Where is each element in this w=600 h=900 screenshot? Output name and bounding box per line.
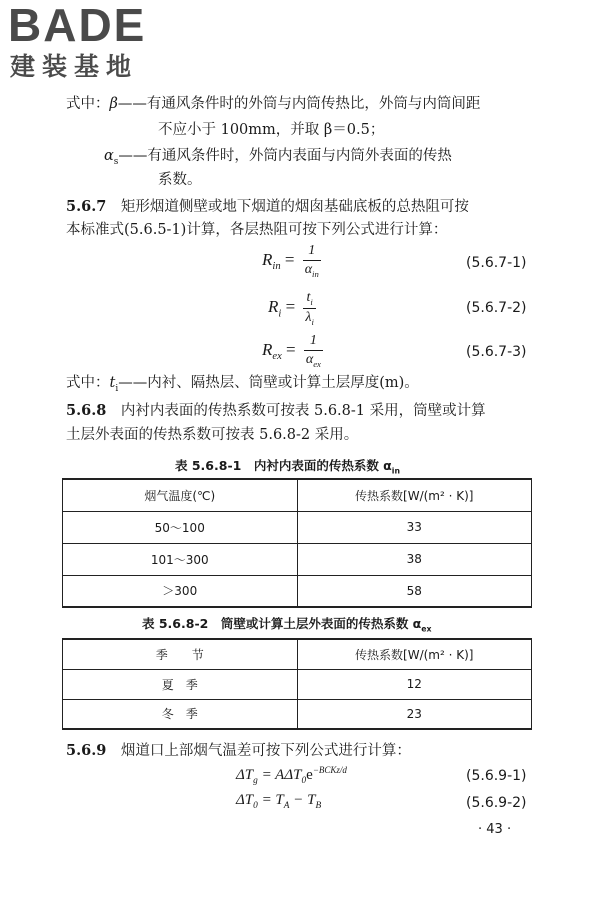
page-number: · 43 · xyxy=(478,822,512,837)
equation-5-6-7-3: $R_{ex}$ = $\frac{1}{\alpha_{ex}}$ xyxy=(262,333,321,369)
section-5-6-8-line2: 土层外表面的传热系数可按表 5.6.8-2 采用。 xyxy=(66,427,359,443)
table-header: 传热系数[W/(m² · K)] xyxy=(297,479,532,511)
table-header-row xyxy=(63,479,532,511)
table-row: 101～300 38 xyxy=(63,543,532,575)
alpha-symbol: α xyxy=(104,148,114,164)
beta-desc-1: ——有通风条件时的外筒与内筒传热比，外筒与内筒间距 xyxy=(117,96,481,112)
beta-symbol: β xyxy=(109,96,118,112)
table-row: 50～100 33 xyxy=(63,511,532,543)
fraction: $\frac{1}{\alpha_{ex}}$ xyxy=(305,333,321,369)
section-number: 5.6.8 xyxy=(66,402,107,419)
ti-symbol: t xyxy=(109,375,116,391)
section-5-6-7-line1: 5.6.7 矩形烟道侧壁或地下烟道的烟囱基础底板的总热阻可按 xyxy=(66,198,469,215)
table-row: 夏 季 12 xyxy=(63,669,532,699)
equation-5-6-7-2: $R_i$ = $\frac{t_i}{\lambda_i}$ xyxy=(268,290,314,327)
where-beta-line1 xyxy=(66,96,480,113)
logo-text: BADE xyxy=(8,0,147,51)
equation-number: (5.6.9-2) xyxy=(466,795,527,811)
alpha-desc-2: 系数。 xyxy=(158,172,202,188)
beta-desc-2: 不应小于 100mm，并取 β＝0.5； xyxy=(158,122,385,138)
where-prefix: 式中： xyxy=(66,96,110,112)
equation-number: (5.6.7-3) xyxy=(466,344,527,360)
section-5-6-9-line1: 5.6.9 烟道口上部烟气温差可按下列公式进行计算： xyxy=(66,742,411,759)
equation-5-6-9-1: $\Delta T_g = A\Delta T_0e^{-BCKz/d}$ xyxy=(236,765,347,786)
table-header-row xyxy=(63,639,532,669)
table1-caption: 表 5.6.8-1 内衬内表面的传热系数 $\alpha_{in}$ xyxy=(175,458,400,476)
equation-number: (5.6.7-1) xyxy=(466,255,527,271)
section-5-6-7-line2: 本标准式(5.6.5-1)计算，各层热阻可按下列公式进行计算： xyxy=(66,222,448,238)
fraction: $\frac{t_i}{\lambda_i}$ xyxy=(305,290,314,327)
where-alpha-line1: $\alpha_s——$有通风条件时，外筒内表面与内筒外表面的传热 xyxy=(104,148,452,167)
table-header: 烟气温度(℃) xyxy=(63,479,298,511)
table-row: ＞300 58 xyxy=(63,575,532,607)
table-5-6-8-1 xyxy=(62,478,532,608)
logo-subtitle: 建装基地 xyxy=(10,52,139,81)
table-header: 传热系数[W/(m² · K)] xyxy=(297,639,532,669)
alpha-desc-1: ——有通风条件时，外筒内表面与内筒外表面的传热 xyxy=(118,148,452,164)
table2-caption: 表 5.6.8-2 筒壁或计算土层外表面的传热系数 $\alpha_{ex}$ xyxy=(142,616,432,634)
section-number: 5.6.9 xyxy=(66,742,107,759)
fraction: $\frac{1}{\alpha_{in}}$ xyxy=(304,243,319,279)
table-5-6-8-2 xyxy=(62,638,532,730)
equation-number: (5.6.7-2) xyxy=(466,300,527,316)
where-ti-line: 式中：$t_i——$内衬、隔热层、筒壁或计算土层厚度(m)。 xyxy=(66,375,419,394)
equation-5-6-7-1: $R_{in}$ = $\frac{1}{\alpha_{in}}$ xyxy=(262,243,319,279)
section-number: 5.6.7 xyxy=(66,198,107,215)
equation-5-6-9-2: $\Delta T_0 = T_A - T_B$ xyxy=(236,792,322,811)
table-row: 冬 季 23 xyxy=(63,699,532,729)
section-5-6-8-line1: 5.6.8 内衬内表面的传热系数可按表 5.6.8-1 采用，筒壁或计算 xyxy=(66,402,486,419)
equation-number: (5.6.9-1) xyxy=(466,768,527,784)
table-header: 季 节 xyxy=(63,639,298,669)
